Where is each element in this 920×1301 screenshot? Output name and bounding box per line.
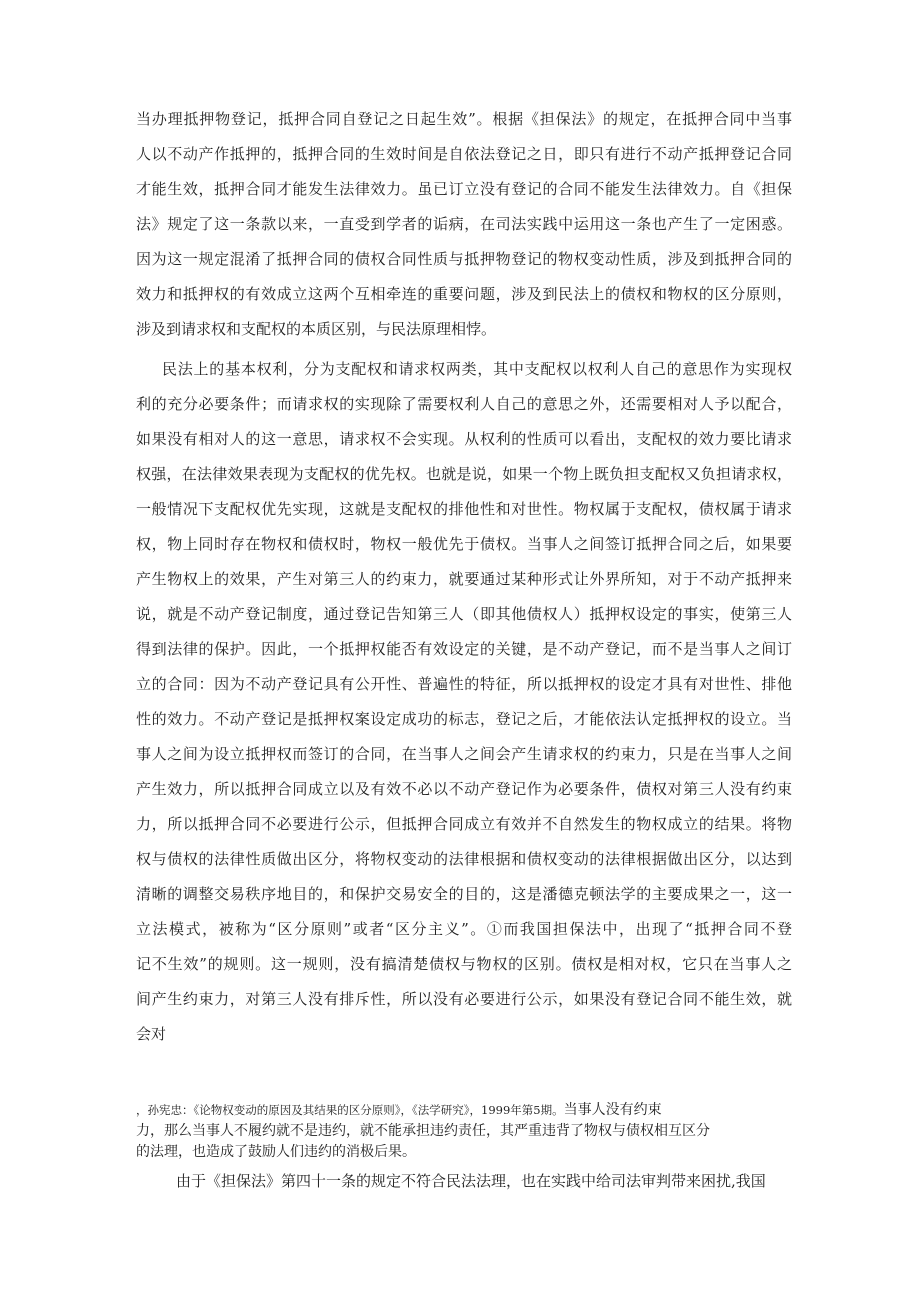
text-line: 事人之间为设立抵押权而签订的合同，在当事人之间会产生请求权的约束力，只是在当事人之间 [136, 745, 792, 763]
text-line: 效力和抵押权的有效成立这两个互相牵连的重要问题，涉及到民法上的债权和物权的区分原则， [136, 285, 792, 303]
text-line: 清晰的调整交易秩序地目的，和保护交易安全的目的，这是潘德克顿法学的主要成果之一，这一 [136, 885, 792, 903]
text-line: 因为这一规定混淆了抵押合同的债权合同性质与抵押物登记的物权变动性质，涉及到抵押合同的 [136, 250, 792, 268]
text-line: 才能生效，抵押合同才能发生法律效力。虽已订立没有登记的合同不能发生法律效力。自《担保 [136, 180, 792, 198]
text-line: 民法上的基本权利，分为支配权和请求权两类，其中支配权以权利人自己的意思作为实现权 [162, 360, 792, 378]
text-line: 权与债权的法律性质做出区分，将物权变动的法律根据和债权变动的法律根据做出区分，以达到 [136, 850, 792, 868]
paragraph-mortgage-effect [136, 102, 792, 347]
text-line: 力，所以抵押合同不必要进行公示，但抵押合同成立有效并不自然发生的物权成立的结果。将物 [136, 815, 792, 833]
footnote-line [136, 1100, 796, 1121]
paragraph-guarantee-law [136, 1164, 796, 1199]
footnote-citation: ，孙宪忠：《论物权变动的原因及其结果的区分原则》，《法学研究》，1999年第5期。 [136, 1103, 564, 1117]
text-line: 立法模式，被称为“区分原则”或者“区分主义”。①而我国担保法中，出现了“抵押合同不登 [136, 920, 792, 938]
text-line: 产生物权上的效果，产生对第三人的约束力，就要通过某种形式让外界所知，对于不动产抵押来 [136, 570, 792, 588]
text-line: 如果没有相对人的这一意思，请求权不会实现。从权利的性质可以看出，支配权的效力要比请求 [136, 430, 792, 448]
text-line: 得到法律的保护。因此，一个抵押权能否有效设定的关键，是不动产登记，而不是当事人之间订 [136, 640, 792, 658]
text-line: 利的充分必要条件；而请求权的实现除了需要权利人自己的意思之外，还需要相对人予以配合， [136, 395, 792, 413]
footnote-text: 当事人没有约束 [563, 1102, 662, 1118]
text-line: 会对 [136, 1025, 167, 1043]
footnote-line: 的法理，也造成了鼓励人们违约的消极后果。 [136, 1144, 416, 1160]
text-line: 一般情况下支配权优先实现，这就是支配权的排他性和对世性。物权属于支配权，债权属于请求 [136, 500, 792, 518]
text-line: 涉及到请求权和支配权的本质区别，与民法原理相悖。 [136, 320, 497, 338]
text-line: 权，物上同时存在物权和债权时，物权一般优先于债权。当事人之间签订抵押合同之后，如果要 [136, 535, 792, 553]
text-line: 法》规定了这一条款以来，一直受到学者的诟病，在司法实践中运用这一条也产生了一定困惑。 [136, 215, 792, 233]
text-line: 当办理抵押物登记，抵押合同自登记之日起生效”。根据《担保法》的规定，在抵押合同中当事 [136, 110, 792, 128]
text-line: 产生效力，所以抵押合同成立以及有效不必以不动产登记作为必要条件，债权对第三人没有约束 [136, 780, 792, 798]
text-line: 说，就是不动产登记制度，通过登记告知第三人（即其他债权人）抵押权设定的事实，使第三人 [136, 605, 792, 623]
footnote-line: 力，那么当事人不履约就不是违约，就不能承担违约责任，其严重违背了物权与债权相互区分 [136, 1123, 710, 1139]
footnote [136, 1100, 796, 1163]
text-line: 由于《担保法》第四十一条的规定不符合民法法理，也在实践中给司法审判带来困扰,我国 [176, 1172, 766, 1190]
text-line: 立的合同：因为不动产登记具有公开性、普遍性的特征，所以抵押权的设定才具有对世性、排他 [136, 675, 792, 693]
text-line: 记不生效”的规则。这一规则，没有搞清楚债权与物权的区别。债权是相对权，它只在当事人之 [136, 955, 792, 973]
text-line: 人以不动产作抵押的，抵押合同的生效时间是自依法登记之日，即只有进行不动产抵押登记合同 [136, 145, 792, 163]
paragraph-basic-rights [136, 352, 792, 1052]
text-line: 间产生约束力，对第三人没有排斥性，所以没有必要进行公示，如果没有登记合同不能生效，就 [136, 990, 792, 1008]
text-line: 性的效力。不动产登记是抵押权案设定成功的标志，登记之后，才能依法认定抵押权的设立。当 [136, 710, 792, 728]
text-line: 权强，在法律效果表现为支配权的优先权。也就是说，如果一个物上既负担支配权又负担请求权， [136, 465, 792, 483]
